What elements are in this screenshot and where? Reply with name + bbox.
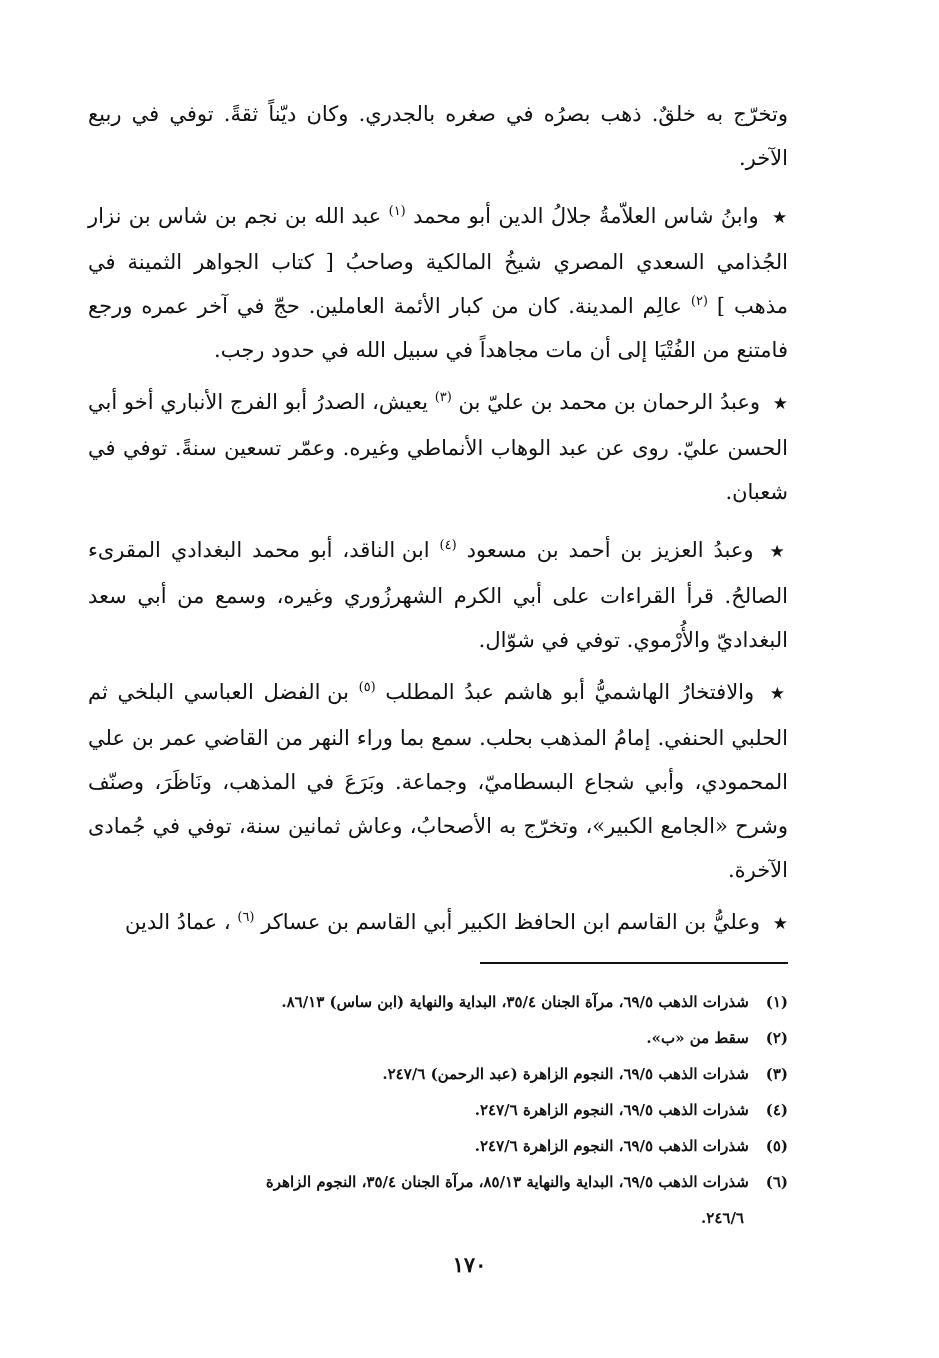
star-icon: ★: [772, 208, 788, 228]
entry-text: والافتخارُ الهاشميُّ أبو هاشم عبدُ المطلب: [385, 680, 755, 704]
main-text: [88, 92, 788, 946]
footnote-2: [88, 1020, 788, 1056]
footnote-ref[interactable]: (٦): [237, 910, 255, 925]
entry-ibn-shas: [88, 194, 788, 372]
footnote-number: (١): [765, 993, 788, 1011]
footnote-divider: [480, 962, 788, 964]
entry-abd-al-rahman: [88, 380, 788, 514]
footnote-3: [88, 1056, 788, 1092]
footnote-ref[interactable]: (٢): [690, 294, 708, 309]
footnote-number: (٥): [765, 1137, 788, 1155]
entry-abd-al-aziz: [88, 528, 788, 662]
paragraph-text: وتخرّج به خلقٌ. ذهب بصرُه في صغره بالجدري. وكان ديّناً ثقةً. توفي في ربيع الآخر.: [88, 102, 788, 170]
entry-text: وعبدُ العزيز بن أحمد بن مسعود: [466, 538, 754, 562]
star-icon: ★: [772, 394, 788, 414]
footnote-ref[interactable]: (١): [388, 204, 406, 219]
entry-text: ، عمادُ الدين: [125, 910, 231, 934]
footnote-number: (٤): [765, 1101, 788, 1119]
footnote-5: [88, 1128, 788, 1164]
footnote-text: شذرات الذهب ٦٩/٥، النجوم الزاهرة ٢٤٧/٦.: [474, 1101, 749, 1119]
entry-al-iftikhar: [88, 670, 788, 892]
entry-text: بن الفضل العباسي البلخي ثم الحلبي الحنفي. إمامُ المذهب بحلب. سمع بما وراء النهر من القاضي عمر بن علي المحمودي، وأبي شجاع البسطاميّ، وجماعة. وبَرَعَ في المذهب، ونَاظَرَ، وصنّف وشرح «الجامع الكبير»، وتخرّج به الأصحابُ، وعاش ثمانين سنة، توفي في جُمادى الآخرة.: [88, 680, 788, 882]
entry-text: وابنُ شاس العلاّمةُ جلالُ الدين أبو محمد: [413, 204, 759, 228]
footnote-6: [88, 1164, 788, 1236]
footnote-text: سقط من «ب».: [646, 1029, 749, 1047]
star-icon: ★: [769, 542, 788, 562]
footnote-ref[interactable]: (٥): [358, 680, 376, 695]
footnote-ref[interactable]: (٤): [439, 538, 457, 553]
star-icon: ★: [772, 914, 788, 934]
footnote-text: شذرات الذهب ٦٩/٥، النجوم الزاهرة (عبد الرحمن) ٢٤٧/٦.: [382, 1065, 749, 1083]
entry-text: ابن الناقد، أبو محمد البغدادي المقرىء الصالحُ. قرأ القراءات على أبي الكرم الشهرزُوري وغيره، وسمع من أبي سعد البغداديّ والأُرْموي. توفي في شوّال.: [88, 538, 788, 652]
footnote-4: [88, 1092, 788, 1128]
footnote-text-continued: ٢٤٦/٦.: [701, 1209, 744, 1227]
footnotes: [88, 984, 788, 1236]
footnote-ref[interactable]: (٣): [434, 390, 452, 405]
star-icon: ★: [769, 684, 788, 704]
entry-text: عبد الله بن نجم بن شاس بن نزار الجُذامي السعدي المصري شيخُ المالكية وصاحبُ [ كتاب الجواهر الثمينة في مذهب ]: [88, 204, 788, 318]
footnote-text: شذرات الذهب ٦٩/٥، مرآة الجنان ٣٥/٤، البداية والنهاية (ابن ساس) ٨٦/١٣.: [281, 993, 749, 1011]
footnote-number: (٣): [765, 1065, 788, 1083]
footnote-number: (٦): [765, 1173, 788, 1191]
entry-text: وعبدُ الرحمان بن محمد بن عليّ بن: [458, 390, 760, 414]
paragraph-continued: [88, 92, 788, 180]
entry-text: يعيش، الصدرُ أبو الفرج الأنباري أخو أبي الحسن عليّ. روى عن عبد الوهاب الأنماطي وغيره. وعمّر تسعين سنةً. توفي في شعبان.: [88, 390, 788, 504]
footnote-text: شذرات الذهب ٦٩/٥، النجوم الزاهرة ٢٤٧/٦.: [474, 1137, 749, 1155]
page-number: ١٧٠: [452, 1252, 487, 1277]
entry-ali-ibn-al-qasim: [88, 900, 788, 946]
entry-text: عالِم المدينة. كان من كبار الأئمة العاملين. حجّ في آخر عمره ورجع فامتنع من الفُتْيَا إلى أن مات مجاهداً في سبيل الله في حدود رجب.: [88, 294, 788, 362]
entry-text: وعليُّ بن القاسم ابن الحافظ الكبير أبي القاسم بن عساكر: [261, 910, 761, 934]
footnote-1: [88, 984, 788, 1020]
footnote-number: (٢): [765, 1029, 788, 1047]
footnote-text: شذرات الذهب ٦٩/٥، البداية والنهاية ٨٥/١٣، مرآة الجنان ٣٥/٤، النجوم الزاهرة: [265, 1173, 749, 1191]
